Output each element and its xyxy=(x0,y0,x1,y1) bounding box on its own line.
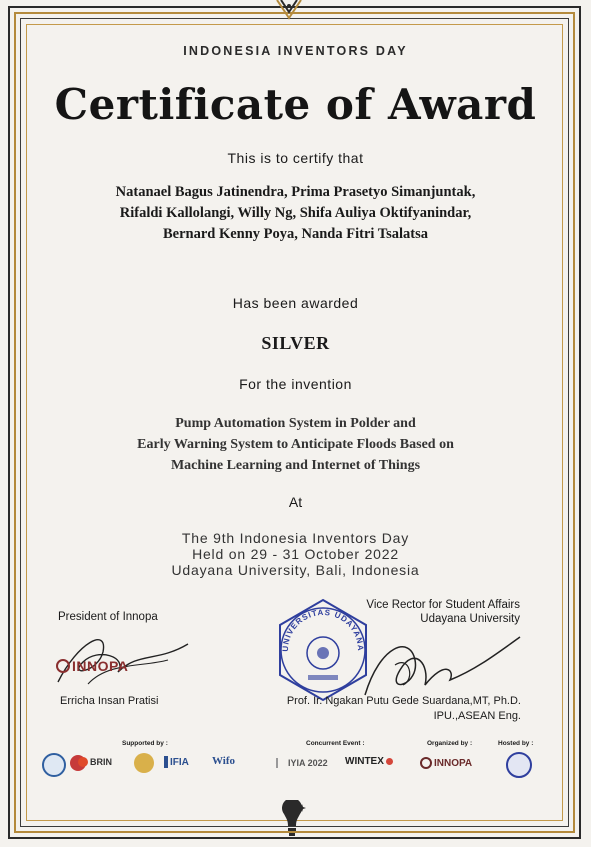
ministry-logo-icon xyxy=(42,753,66,777)
seal-text: UNIVERSITAS UDAYANA xyxy=(280,607,366,652)
wintex-icon xyxy=(386,758,393,765)
awarded-line: Has been awarded xyxy=(232,295,359,311)
wintex-text: WINTEX xyxy=(345,756,384,767)
venue-line: The 9th Indonesia Inventors Day xyxy=(181,530,410,546)
invention-title xyxy=(0,413,591,476)
signatory-right-name-line: IPU.,ASEAN Eng. xyxy=(433,710,521,722)
at-line: At xyxy=(288,494,303,510)
venue-line: Held on 29 - 31 October 2022 xyxy=(192,546,399,562)
innopa-icon xyxy=(420,757,432,769)
udayana-logo-icon xyxy=(506,752,532,778)
recipient-line: Bernard Kenny Poya, Nanda Fitri Tsalatsa xyxy=(162,226,429,242)
ifia-logo xyxy=(164,756,189,768)
lightbulb-icon xyxy=(272,800,312,840)
recipient-line: Rifaldi Kallolangi, Willy Ng, Shifa Auliya Oktifyanindar, xyxy=(119,205,472,221)
recipient-line: Natanael Bagus Jatinendra, Prima Prasetyo Simanjuntak, xyxy=(115,184,476,200)
certificate-title: Certificate of Award xyxy=(54,80,537,129)
invention-line: Pump Automation System in Polder and xyxy=(175,416,416,431)
iyia-icon xyxy=(276,758,286,768)
ifia-icon xyxy=(164,756,168,768)
iyia-text: IYIA 2022 xyxy=(288,758,328,768)
supported-by-label: Supported by : xyxy=(122,740,168,747)
innopa-stamp xyxy=(56,658,128,674)
brin-text: BRIN xyxy=(90,757,112,767)
innopa-logo xyxy=(420,757,472,769)
invention-line: Machine Learning and Internet of Things xyxy=(170,458,421,473)
signatory-right-title-line: Vice Rector for Student Affairs xyxy=(366,599,520,611)
for-invention-line: For the invention xyxy=(239,376,352,392)
organized-by-label: Organized by : xyxy=(427,740,473,747)
venue-line: Udayana University, Bali, Indonesia xyxy=(171,562,420,578)
concurrent-event-label: Concurrent Event : xyxy=(306,740,365,747)
lightbulb-ornament-icon xyxy=(265,0,313,22)
recipient-names xyxy=(0,182,591,245)
event-venue xyxy=(0,530,591,578)
ifia-text: IFIA xyxy=(170,756,189,768)
innopa-text: INNOPA xyxy=(434,757,473,769)
brin-icon xyxy=(78,757,88,767)
iyia-logo xyxy=(276,758,328,768)
event-name: INDONESIA INVENTORS DAY xyxy=(183,44,408,58)
certify-line: This is to certify that xyxy=(227,150,364,166)
award-level: SILVER xyxy=(261,333,330,353)
svg-text:UNIVERSITAS UDAYANA xyxy=(281,608,365,652)
hosted-by-label: Hosted by : xyxy=(498,740,534,747)
emblem-logo-icon xyxy=(134,753,154,773)
wipo-logo xyxy=(212,755,235,767)
signatory-right-title-line: Udayana University xyxy=(420,613,520,625)
signatory-right-name xyxy=(262,694,521,724)
wipo-text: Wifo xyxy=(212,755,236,767)
signature-right xyxy=(355,625,525,705)
brin-logo xyxy=(78,757,112,767)
invention-line: Early Warning System to Anticipate Floods Based on xyxy=(137,437,454,452)
signatory-right-name-line: Prof. Ir. Ngakan Putu Gede Suardana,MT, Ph.D. xyxy=(286,695,521,707)
signatory-left-title: President of Innopa xyxy=(58,611,158,623)
innopa-stamp-text: INNOPA xyxy=(72,658,129,674)
signatory-left-name: Erricha Insan Pratisi xyxy=(60,695,159,707)
wintex-logo xyxy=(345,756,393,767)
innopa-logo-icon xyxy=(56,659,70,673)
